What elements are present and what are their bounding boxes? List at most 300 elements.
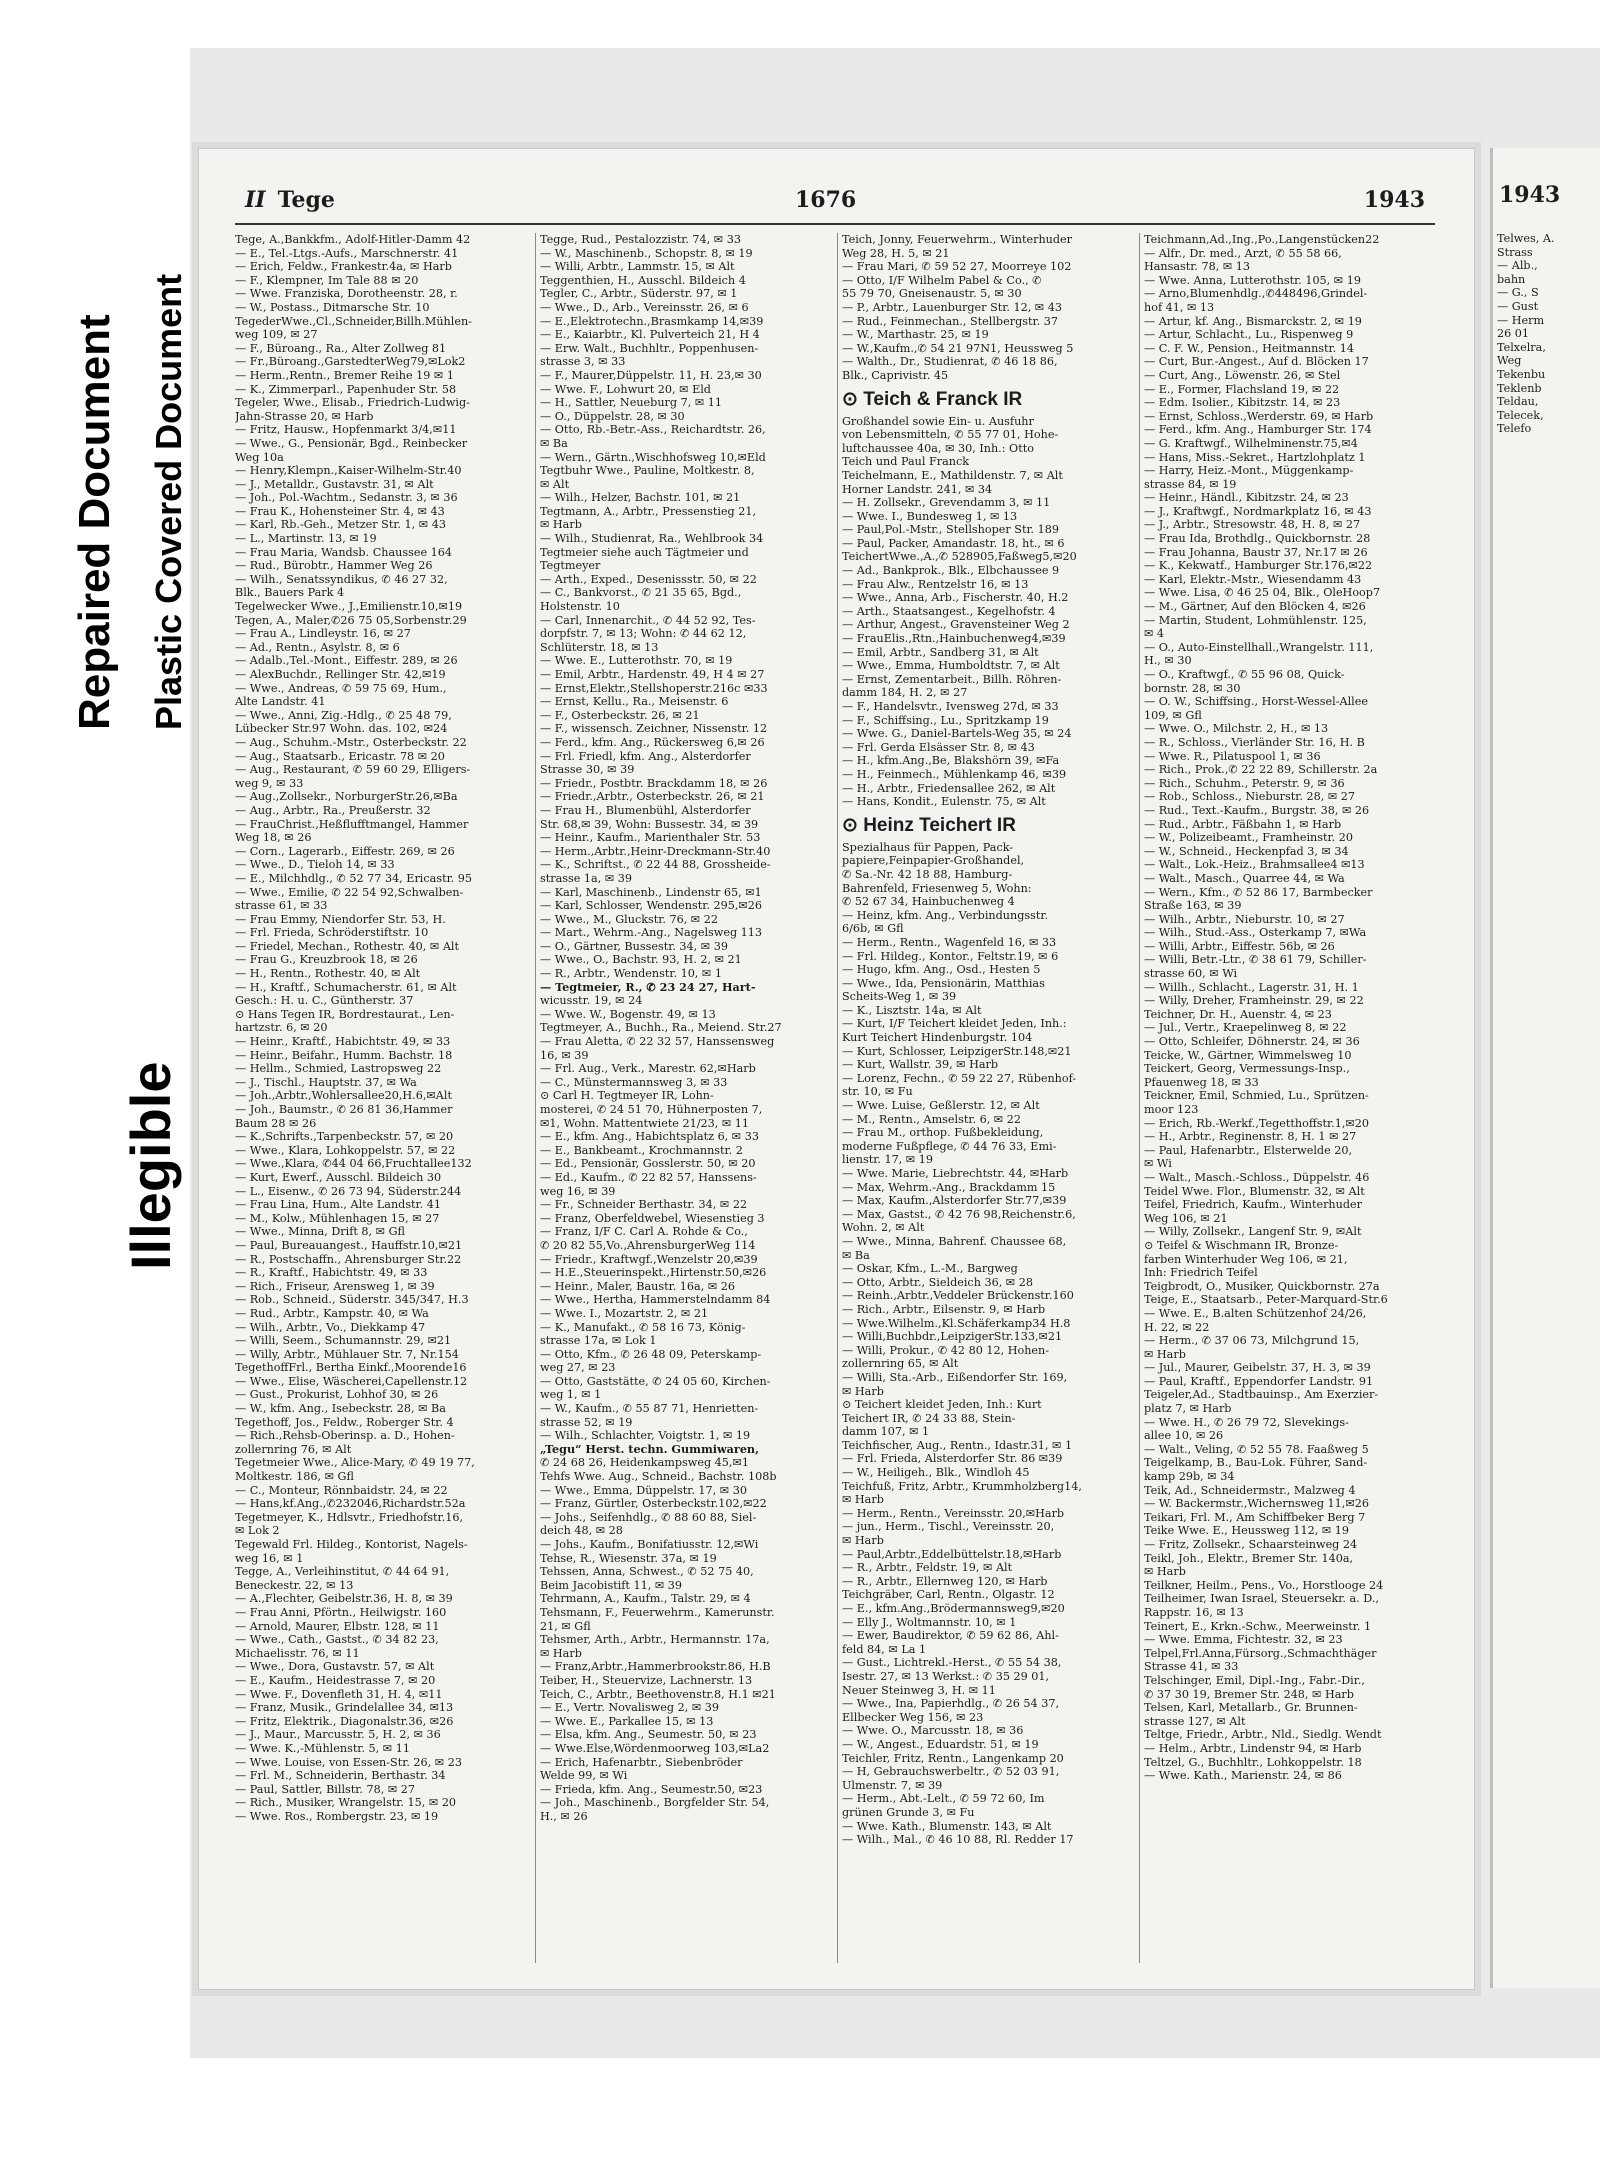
directory-entry: — Wwe., Dora, Gustavstr. 57, ✉ Alt (235, 1660, 435, 1674)
directory-entry: damm 184, H. 2, ✉ 27 (842, 686, 968, 700)
directory-entry: — Herm., ✆ 37 06 73, Milchgrund 15, (1144, 1334, 1360, 1348)
directory-entry: — Ad., Rentn., Asylstr. 8, ✉ 6 (235, 640, 400, 654)
directory-entry: — Rud., Arbtr., Kampstr. 40, ✉ Wa (235, 1306, 429, 1320)
directory-entry: „Tegu“ Herst. techn. Gummiwaren, (540, 1442, 759, 1456)
directory-entry: — L., Eisenw., ✆ 26 73 94, Süderstr.244 (235, 1184, 462, 1198)
directory-entry: — Wwe. G., Daniel-Bartels-Weg 35, ✉ 24 (842, 727, 1072, 741)
directory-entry: — W.,Kaufm.,✆ 54 21 97N1, Heussweg 5 (842, 341, 1074, 355)
directory-entry: Tehrmann, A., Kaufm., Talstr. 29, ✉ 4 (540, 1592, 751, 1606)
directory-entry: — O., Gärtner, Bussestr. 34, ✉ 39 (540, 939, 728, 953)
directory-entry: — Paul, Kraftf., Eppendorfer Landstr. 91 (1144, 1374, 1374, 1388)
directory-entry: Teiber, H., Steuervize, Lachnerstr. 13 (540, 1673, 753, 1687)
directory-entry: Teigbrodt, O., Musiker, Quickbornstr. 27a (1144, 1279, 1380, 1293)
directory-entry: — Curt, Bur.-Angest., Auf d. Blöcken 17 (1144, 355, 1369, 369)
directory-entry: — Willi, Arbtr., Lammstr. 15, ✉ Alt (540, 260, 735, 274)
directory-entry: — Walth., Dr., Studienrat, ✆ 46 18 86, (842, 355, 1058, 369)
directory-entry: — Frl. Gerda Elsässer Str. 8, ✉ 43 (842, 740, 1035, 754)
directory-entry: hof 41, ✉ 13 (1144, 300, 1215, 314)
directory-entry: — E., kfm.Ang.,Brödermannsweg9,✉20 (842, 1602, 1065, 1615)
directory-entry: — H.E.,Steuerinspekt.,Hirtenstr.50,✉26 (540, 1266, 767, 1280)
directory-entry: — Wwe. W., Bogenstr. 49, ✉ 13 (540, 1007, 716, 1021)
directory-entry: ✉ Wi (1144, 1157, 1172, 1171)
directory-entry: grünen Grunde 3, ✉ Fu (842, 1805, 975, 1819)
directory-columns (235, 233, 1435, 1963)
directory-entry: weg 27, ✉ 23 (540, 1361, 616, 1375)
directory-entry: — Rich., Arbtr., Eilsenstr. 9, ✉ Harb (842, 1302, 1046, 1316)
directory-entry: — Aug., Arbtr., Ra., Preußerstr. 32 (235, 803, 431, 817)
directory-entry: — R., Kraftf., Habichtstr. 49, ✉ 33 (235, 1266, 428, 1280)
directory-entry: — Friedel, Mechan., Rothestr. 40, ✉ Alt (235, 939, 459, 953)
directory-entry: bornstr. 28, ✉ 30 (1144, 681, 1241, 695)
directory-entry: — Wern., Kfm., ✆ 52 86 17, Barmbecker (1144, 885, 1373, 899)
directory-entry: — Fr.,Büroang.,GarstedterWeg79,✉Lok2 (235, 355, 466, 369)
directory-entry: Ulmenstr. 7, ✉ 39 (842, 1778, 943, 1792)
directory-entry: — Willi, Betr.-Ltr., ✆ 38 61 79, Schiller- (1144, 953, 1367, 967)
directory-entry: — Frau A., Lindleystr. 16, ✉ 27 (235, 627, 411, 641)
directory-entry: — E., Kaiarbtr., Kl. Pulverteich 21, H 4 (540, 328, 760, 342)
directory-entry: ✉ Alt (540, 477, 570, 491)
directory-entry: — W., Kaufm., ✆ 55 87 71, Henrietten- (540, 1402, 759, 1416)
directory-entry: — Heinr., Händl., Kibitzstr. 24, ✉ 23 (1144, 491, 1349, 505)
adjacent-page-line: bahn (1497, 272, 1526, 286)
directory-entry: — Max, Wehrm.-Ang., Brackdamm 15 (842, 1180, 1056, 1194)
directory-entry: — Wwe. E., Parkallee 15, ✉ 13 (540, 1714, 714, 1728)
directory-entry: — Edm. Isolier., Kibitzstr. 14, ✉ 23 (1144, 396, 1341, 410)
directory-entry: — F., Büroang., Ra., Alter Zollweg 81 (235, 341, 447, 355)
directory-entry: — Wwe. H., ✆ 26 79 72, Slevekings- (1144, 1415, 1349, 1429)
directory-entry: Teichgräber, Carl, Rentn., Olgastr. 12 (842, 1588, 1055, 1602)
directory-entry: — Franz, Musik., Grindelallee 34, ✉13 (235, 1701, 454, 1715)
directory-entry: — Frau H., Blumenbühl, Alsterdorfer (540, 803, 751, 817)
directory-entry: — Frau Ida, Brothdlg., Quickbornstr. 28 (1144, 532, 1371, 546)
directory-entry: — Friedr.,Arbtr., Osterbeckstr. 26, ✉ 21 (540, 790, 765, 804)
directory-entry: — Wwe.,Klara, ✆44 04 66,Fruchtallee132 (235, 1157, 472, 1171)
directory-entry: — Johs., Kaufm., Bonifatiusstr. 12,✉Wi (540, 1538, 759, 1551)
directory-entry: — Ferd., kfm. Ang., Hamburger Str. 174 (1144, 423, 1372, 437)
directory-entry: — Wwe. O., Marcusstr. 18, ✉ 36 (842, 1724, 1024, 1738)
directory-entry: Teigelkamp, B., Bau-Lok. Führer, Sand- (1144, 1456, 1368, 1470)
directory-entry: strasse 3, ✉ 33 (540, 355, 626, 369)
directory-entry: Telschinger, Emil, Dipl.-Ing., Fabr.-Dir., (1144, 1673, 1365, 1687)
directory-entry: — Elsa, kfm. Ang., Seumestr. 50, ✉ 23 (540, 1728, 757, 1742)
directory-entry: — Wilh., Schlachter, Voigtstr. 1, ✉ 19 (540, 1429, 751, 1443)
directory-entry: — F., Klempner, Im Tale 88 ✉ 20 (235, 273, 419, 287)
directory-entry: Inh: Friedrich Teifel (1144, 1266, 1258, 1280)
directory-entry: — Friedr., Kraftwgf.,Wenzelstr 20,✉39 (540, 1252, 758, 1266)
directory-entry: dorpfstr. 7, ✉ 13; Wohn: ✆ 44 62 12, (540, 627, 747, 641)
directory-entry: — H., kfm.Ang.,Be, Blakshörn 39, ✉Fa (842, 754, 1060, 768)
directory-entry: — Kurt, Schlosser, LeipzigerStr.148,✉21 (842, 1044, 1072, 1058)
directory-entry: — Heinz, kfm. Ang., Verbindungsstr. (842, 908, 1049, 922)
directory-entry: — Rich., Prok.,✆ 22 22 89, Schillerstr. 2a (1144, 763, 1378, 777)
directory-entry: — Fritz, Zollsekr., Schaarsteinweg 24 (1144, 1538, 1358, 1551)
directory-entry: — Curt, Ang., Löwenstr. 26, ✉ Stel (1144, 368, 1341, 382)
directory-entry: Beneckestr. 22, ✉ 13 (235, 1578, 354, 1592)
directory-entry: — H. Zollsekr., Grevendamm 3, ✉ 11 (842, 496, 1051, 510)
directory-entry: wicusstr. 19, ✉ 24 (540, 994, 643, 1008)
directory-entry: — Kurt, Wallstr. 39, ✉ Harb (842, 1058, 999, 1072)
directory-entry: — Wwe., Emma, Humboldtstr. 7, ✉ Alt (842, 659, 1060, 673)
directory-entry: Welde 99, ✉ Wi (540, 1769, 628, 1783)
directory-entry: — Wilh., Helzer, Bachstr. 101, ✉ 21 (540, 491, 741, 505)
directory-entry: — E., Bankbeamt., Krochmannstr. 2 (540, 1143, 743, 1157)
directory-entry: Lübecker Str.97 Wohn. das. 102, ✉24 (235, 722, 448, 736)
directory-entry: Baum 28 ✉ 26 (235, 1116, 317, 1130)
directory-entry: — Martin, Student, Lohmühlenstr. 125, (1144, 613, 1367, 627)
directory-entry: Straße 163, ✉ 39 (1144, 899, 1242, 913)
directory-entry: — Arthur, Angest., Gravensteiner Weg 2 (842, 618, 1070, 632)
directory-entry: Tehssen, Anna, Schwest., ✆ 52 75 40, (540, 1565, 754, 1579)
directory-entry: — Joh., Maschinenb., Borgfelder Str. 54, (540, 1796, 770, 1810)
directory-entry: — FrauElis.,Rtn.,Hainbuchenweg4,✉39 (842, 632, 1066, 646)
directory-entry: ✉ 4 (1144, 627, 1165, 641)
directory-entry: — Adalb.,Tel.-Mont., Eiffestr. 289, ✉ 26 (235, 654, 458, 668)
directory-entry: Tegtbuhr Wwe., Pauline, Moltkestr. 8, (540, 464, 755, 478)
directory-entry: — H., Kraftf., Schumacherstr. 61, ✉ Alt (235, 980, 457, 994)
directory-entry: Tegtmann, A., Arbtr., Pressenstieg 21, (540, 504, 757, 518)
directory-entry: moor 123 (1144, 1103, 1199, 1116)
directory-entry: — Helm., Arbtr., Lindenstr 94, ✉ Harb (1144, 1741, 1362, 1755)
directory-entry: — Joh., Pol.-Wachtm., Sedanstr. 3, ✉ 36 (235, 491, 458, 505)
directory-entry: — Erich, Hafenarbtr., Siebenbröder (540, 1755, 743, 1769)
directory-entry: Teilheimer, Iwan Israel, Steuersekr. a. D., (1144, 1592, 1379, 1606)
directory-entry: — C. F. W., Pension., Heitmannstr. 14 (1144, 341, 1354, 355)
directory-entry: 55 79 70, Gneisenaustr. 5, ✉ 30 (842, 287, 1022, 301)
directory-entry: — O., Kraftwgf., ✆ 55 96 08, Quick- (1144, 668, 1345, 681)
directory-entry: 6/6b, ✉ Gfl (842, 922, 904, 936)
directory-entry: — Wwe.Wilhelm.,Kl.Schäferkamp34 H.8 (842, 1316, 1071, 1330)
directory-entry: — Wwe. Franziska, Dorotheenstr. 28, r. (235, 287, 458, 301)
directory-entry: Tehsmann, F., Feuerwehrm., Kamerunstr. (540, 1605, 775, 1619)
directory-entry: Jahn-Strasse 20, ✉ Harb (235, 409, 374, 423)
directory-entry: — Wwe., Ina, Papierhdlg., ✆ 26 54 37, (842, 1697, 1059, 1711)
directory-entry: — Willi, Seem., Schumannstr. 29, ✉21 (235, 1334, 452, 1348)
directory-entry: — Jul., Vertr., Kraepelinweg 8, ✉ 22 (1144, 1021, 1347, 1035)
directory-entry: — Herm., Rentn., Wagenfeld 16, ✉ 33 (842, 935, 1057, 949)
directory-entry: — Wwe., Minna, Bahrenf. Chaussee 68, (842, 1234, 1067, 1248)
directory-entry: mosterei, ✆ 24 51 70, Hühnerposten 7, (540, 1103, 763, 1116)
directory-entry: — Ewer, Baudirektor, ✆ 59 62 86, Ahl- (842, 1629, 1059, 1643)
directory-entry: — Wwe.Else,Wördenmoorweg 103,✉La2 (540, 1741, 770, 1755)
directory-entry: — R., Arbtr., Wendenstr. 10, ✉ 1 (540, 967, 722, 981)
directory-entry: Teltzel, G., Buchhltr., Lohkoppelstr. 18 (1144, 1755, 1362, 1769)
directory-entry: Blk., Bauers Park 4 (235, 586, 345, 600)
directory-entry: Weg 10a (235, 450, 284, 464)
directory-entry: H., ✉ 30 (1144, 654, 1192, 668)
directory-entry: Tegetmeier Wwe., Alice-Mary, ✆ 49 19 77, (235, 1456, 475, 1470)
directory-entry: — E., Tel.-Ltgs.-Aufs., Marschnerstr. 41 (235, 246, 459, 260)
directory-entry: H., ✉ 26 (540, 1809, 588, 1823)
directory-entry: — M., Kolw., Mühlenhagen 15, ✉ 27 (235, 1211, 440, 1225)
directory-entry: Kurt Teichert Hindenburgstr. 104 (842, 1031, 1033, 1045)
page-header (235, 183, 1435, 225)
directory-entry: — Frau Alw., Rentzelstr 16, ✉ 13 (842, 577, 1029, 591)
directory-entry: Strasse 30, ✉ 39 (540, 763, 635, 777)
directory-entry: Teikl, Joh., Elektr., Bremer Str. 140a, (1144, 1551, 1354, 1565)
directory-entry: — H., Arbtr., Friedensallee 262, ✉ Alt (842, 781, 1056, 795)
adjacent-page-line: — Herm (1497, 313, 1545, 327)
directory-entry: — Rich.,Rehsb-Oberinsp. a. D., Hohen- (235, 1429, 455, 1443)
directory-entry: — Elly J., Woltmannstr. 10, ✉ 1 (842, 1615, 1017, 1629)
directory-entry: — Wwe. R., Pilatuspool 1, ✉ 36 (1144, 749, 1321, 763)
directory-entry: — Heinr., Maler, Baustr. 16a, ✉ 26 (540, 1279, 735, 1293)
directory-entry: Teichert IR, ✆ 24 33 88, Stein- (842, 1411, 1016, 1425)
directory-entry: — W., kfm. Ang., Isebeckstr. 28, ✉ Ba (235, 1402, 446, 1416)
directory-entry: strasse 61, ✉ 33 (235, 899, 328, 913)
directory-entry: Tehsmer, Arth., Arbtr., Hermannstr. 17a, (540, 1633, 770, 1647)
directory-entry: — Wwe. O., Milchstr. 2, H., ✉ 13 (1144, 722, 1329, 736)
directory-entry: ✉ Harb (540, 518, 582, 532)
directory-entry: — R., Postschaffn., Ahrensburger Str.22 (235, 1252, 462, 1266)
directory-entry: Michaelisstr. 76, ✉ 11 (235, 1646, 360, 1660)
directory-entry: — AlexBuchdr., Rellinger Str. 42,✉19 (235, 668, 446, 681)
directory-entry: Teichfuß, Fritz, Arbtr., Krummholzberg14, (842, 1479, 1082, 1493)
directory-entry: Teich, C., Arbtr., Beethovenstr.8, H.1 ✉21 (540, 1687, 776, 1701)
column-4 (1139, 233, 1436, 1963)
directory-entry: — A.,Flechter, Geibelstr.36, H. 8, ✉ 39 (235, 1592, 453, 1606)
directory-entry: — Artur, kf. Ang., Bismarckstr. 2, ✉ 19 (1144, 314, 1362, 328)
adjacent-page-edge (1490, 148, 1600, 1988)
directory-entry: — Hugo, kfm. Ang., Osd., Hesten 5 (842, 963, 1041, 977)
directory-entry: — Frau Aletta, ✆ 22 32 57, Hanssensweg (540, 1035, 775, 1049)
directory-entry: — Wilh., Stud.-Ass., Osterkamp 7, ✉Wa (1144, 926, 1367, 940)
directory-entry: — Wilh., Studienrat, Ra., Wehlbrook 34 (540, 532, 764, 546)
directory-entry: Tegtmeyer (540, 559, 601, 573)
directory-entry: — J., Kraftwgf., Nordmarkplatz 16, ✉ 43 (1144, 504, 1372, 518)
directory-entry: — F., wissensch. Zeichner, Nissenstr. 12 (540, 722, 768, 736)
directory-entry: — Aug., Restaurant, ✆ 59 60 29, Elligers- (235, 763, 471, 777)
directory-entry: — Arth., Staatsangest., Kegelhofstr. 4 (842, 604, 1056, 618)
directory-entry: — Wwe. Louise, von Essen-Str. 26, ✉ 23 (235, 1755, 462, 1769)
directory-entry: — Ernst, Zementarbeit., Billh. Röhren- (842, 672, 1062, 686)
directory-entry: — Rud., Feinmechan., Stellbergstr. 37 (842, 314, 1058, 328)
directory-entry: — Wwe., Hertha, Hammerstelndamm 84 (540, 1293, 771, 1307)
directory-entry: — Wwe. I., Mozartstr. 2, ✉ 21 (540, 1306, 709, 1320)
directory-entry: ✉ Harb (842, 1493, 884, 1507)
adjacent-page-line: Telecek, (1497, 408, 1544, 422)
side-labels (30, 250, 190, 1270)
directory-entry: Teike Wwe. E., Heussweg 112, ✉ 19 (1144, 1524, 1350, 1538)
directory-entry: — Jul., Maurer, Geibelstr. 37, H. 3, ✉ 39 (1144, 1361, 1371, 1375)
directory-entry: — Friedr., Postbtr. Brackdamm 18, ✉ 26 (540, 776, 768, 790)
header-left (245, 187, 335, 213)
directory-entry: — H., Rentn., Rothestr. 40, ✉ Alt (235, 967, 421, 981)
directory-entry: — Heinr., Beifahr., Humm. Bachstr. 18 (235, 1048, 453, 1062)
repaired-document-label: Repaired Document (70, 314, 119, 730)
directory-entry: — Kurt, I/F Teichert kleidet Jeden, Inh.: (842, 1017, 1067, 1031)
directory-entry: — Erich, Rb.-Werkf.,Tegetthoffstr.1,✉20 (1144, 1116, 1369, 1130)
directory-entry: platz 7, ✉ Harb (1144, 1402, 1232, 1416)
directory-entry: zollernring 65, ✉ Alt (842, 1357, 959, 1371)
header-page-number: 1676 (795, 187, 857, 213)
directory-entry: allee 10, ✉ 26 (1144, 1429, 1224, 1443)
directory-entry: — Walt., Veling, ✆ 52 55 78. Faaßweg 5 (1144, 1442, 1369, 1456)
directory-entry: Tegtmeyer, A., Buchh., Ra., Meiend. Str.27 (540, 1021, 782, 1035)
header-name: Tege (277, 187, 335, 213)
directory-entry: — Rud., Bürobtr., Hammer Weg 26 (235, 559, 433, 573)
directory-entry: H. 22, ✉ 22 (1144, 1320, 1210, 1334)
directory-entry: — W., Polizeibeamt., Framheinstr. 20 (1144, 831, 1353, 845)
directory-entry: ✉ Lok 2 (235, 1524, 280, 1538)
directory-entry: — Wwe., Andreas, ✆ 59 75 69, Hum., (235, 681, 447, 695)
directory-entry: — Wwe., D., Tieloh 14, ✉ 33 (235, 858, 395, 872)
directory-entry: — Lorenz, Fechn., ✆ 59 22 27, Rübenhof- (842, 1071, 1077, 1085)
directory-entry: — Paul, Packer, Amandastr. 18, ht., ✉ 6 (842, 536, 1065, 550)
directory-entry: — Willh., Schlacht., Lagerstr. 31, H. 1 (1144, 980, 1359, 994)
directory-entry: — J., Maur., Marcusstr. 5, H. 2, ✉ 36 (235, 1728, 441, 1742)
directory-entry: — M., Gärtner, Auf den Blöcken 4, ✉26 (1144, 600, 1366, 614)
directory-entry: — Wwe., Anni, Zig.-Hdlg., ✆ 25 48 79, (235, 708, 452, 722)
directory-entry: Tehfs Wwe. Aug., Schneid., Bachstr. 108b (540, 1470, 777, 1484)
directory-entry: — Franz, Oberfeldwebel, Wiesenstieg 3 (540, 1211, 765, 1225)
directory-entry: — Wwe., Anna, Arb., Fischerstr. 40, H.2 (842, 591, 1069, 605)
directory-entry: — Wwe. Luise, Geßlerstr. 12, ✉ Alt (842, 1099, 1040, 1113)
directory-entry: — O., Düppelstr. 28, ✉ 30 (540, 409, 685, 423)
directory-entry: ✆ 37 30 19, Bremer Str. 248, ✉ Harb (1144, 1687, 1354, 1701)
directory-entry: strasse 17a, ✉ Lok 1 (540, 1334, 657, 1348)
directory-entry: — Oskar, Kfm., L.-M., Bargweg (842, 1262, 1018, 1276)
directory-entry: — jun., Herm., Tischl., Vereinsstr. 20, (842, 1520, 1055, 1534)
directory-entry: ⊙ Teich & Franck IR (842, 388, 1023, 410)
directory-entry: Teinert, E., Krkn.-Schw., Meerweinstr. 1 (1144, 1619, 1372, 1633)
directory-entry: — Frau G., Kreuzbrook 18, ✉ 26 (235, 953, 418, 967)
directory-entry: moderne Fußpflege, ✆ 44 76 33, Emi- (842, 1139, 1057, 1153)
directory-entry: Hansastr. 78, ✉ 13 (1144, 260, 1251, 274)
directory-entry: Tege, A.,Bankkfm., Adolf-Hitler-Damm 42 (235, 233, 471, 246)
directory-entry: — Karl, Maschinenb., Lindenstr 65, ✉1 (540, 885, 762, 899)
directory-entry: Wohn. 2, ✉ Alt (842, 1221, 925, 1235)
directory-entry: Teltge, Friedr., Arbtr., Nld., Siedlg. Wendt (1144, 1728, 1382, 1742)
directory-entry: Teickner, Emil, Schmied, Lu., Sprützen- (1144, 1089, 1369, 1103)
directory-entry: — Franz, I/F C. Carl A. Rohde & Co., (540, 1225, 748, 1239)
directory-entry: — H., Sattler, Neueburg 7, ✉ 11 (540, 396, 722, 410)
directory-entry: — E., Kaufm., Heidestrasse 7, ✉ 20 (235, 1673, 436, 1687)
adjacent-page-line: Telefo (1497, 422, 1532, 436)
directory-entry: — K., Schriftst., ✆ 22 44 88, Grossheide- (540, 858, 771, 872)
adjacent-page-line: Telwes, A. (1497, 232, 1555, 245)
directory-entry: — C., Münstermannsweg 3, ✉ 33 (540, 1075, 728, 1089)
directory-entry: Teilkner, Heilm., Pens., Vo., Horstlooge 24 (1144, 1578, 1384, 1592)
directory-entry: — Artur, Schlacht., Lu., Rispenweg 9 (1144, 328, 1354, 342)
directory-entry: Holstenstr. 10 (540, 600, 620, 614)
directory-entry: — Frau Johanna, Baustr 37, Nr.17 ✉ 26 (1144, 545, 1368, 559)
directory-entry: — Wwe., Ida, Pensionärin, Matthias (842, 976, 1045, 990)
directory-entry: strasse 1a, ✉ 39 (540, 871, 632, 885)
directory-entry: — Ed., Pensionär, Gosslerstr. 50, ✉ 20 (540, 1157, 756, 1171)
directory-entry: — Alfr., Dr. med., Arzt, ✆ 55 58 66, (1144, 246, 1342, 260)
directory-entry: — Herm.,Rentn., Bremer Reihe 19 ✉ 1 (235, 368, 454, 382)
directory-entry: ✆ 20 82 55,Vo.,AhrensburgerWeg 114 (540, 1238, 756, 1252)
directory-entry: — L., Martinstr. 13, ✉ 19 (235, 532, 377, 546)
directory-entry: — Walt., Masch.-Schloss., Düppelstr. 46 (1144, 1170, 1370, 1184)
directory-entry: — K., Lisztstr. 14a, ✉ Alt (842, 1003, 982, 1017)
directory-entry: — Paul,Arbtr.,Eddelbüttelstr.18,✉Harb (842, 1547, 1062, 1561)
directory-entry: — Wwe. I., Bundesweg 1, ✉ 13 (842, 509, 1018, 523)
directory-entry: str. 10, ✉ Fu (842, 1085, 913, 1099)
directory-entry: ⊙ Teichert kleidet Jeden, Inh.: Kurt (842, 1398, 1042, 1412)
directory-entry: ⊙ Hans Tegen IR, Bordrestaurat., Len- (235, 1007, 455, 1021)
directory-entry: — Kurt, Ewerf., Ausschl. Bildeich 30 (235, 1170, 442, 1184)
directory-entry: — Erw. Walt., Buchhltr., Poppenhusen- (540, 341, 759, 355)
directory-entry: Weg 18, ✉ 26 (235, 831, 312, 845)
directory-entry: — W., Postass., Ditmarsche Str. 10 (235, 300, 430, 314)
directory-entry: weg 109, ✉ 27 (235, 328, 318, 342)
directory-entry: Moltkestr. 186, ✉ Gfl (235, 1470, 354, 1484)
directory-entry: Teich, Jonny, Feuerwehrm., Winterhuder (842, 233, 1073, 246)
adjacent-page-line: Strass (1497, 245, 1533, 259)
directory-entry: — Willy, Dreher, Framheinstr. 29, ✉ 22 (1144, 994, 1364, 1008)
directory-entry: — Wwe., Emma, Düppelstr. 17, ✉ 30 (540, 1483, 747, 1497)
directory-entry: — Herm., Rentn., Vereinsstr. 20,✉Harb (842, 1506, 1065, 1520)
directory-entry: — Frl. Friedl, kfm. Ang., Alsterdorfer (540, 749, 751, 763)
directory-entry: — E., Former, Flachsland 19, ✉ 22 (1144, 382, 1340, 396)
directory-entry: — Hellm., Schmied, Lastropsweg 22 (235, 1062, 442, 1076)
directory-entry: — Wwe. Anna, Lutterothstr. 105, ✉ 19 (1144, 273, 1361, 287)
directory-entry: — Hans, Miss.-Sekret., Hartzlohplatz 1 (1144, 450, 1366, 464)
directory-entry: — Fritz, Elektrik., Diagonalstr.36, ✉26 (235, 1714, 454, 1728)
directory-entry: — Frl. Frieda, Alsterdorfer Str. 86 ✉39 (842, 1452, 1063, 1466)
directory-entry: — Wwe., M., Gluckstr. 76, ✉ 22 (540, 912, 718, 926)
directory-entry: Teigeler,Ad., Stadtbauinsp., Am Exerzier- (1144, 1388, 1379, 1402)
directory-entry: — G. Kraftwgf., Wilhelminenstr.75,✉4 (1144, 436, 1358, 450)
directory-entry: Teichler, Fritz, Rentn., Langenkamp 20 (842, 1751, 1064, 1765)
directory-entry: — Ernst, Kellu., Ra., Meisenstr. 6 (540, 695, 729, 709)
directory-entry: ⊙ Teifel & Wischmann IR, Bronze- (1144, 1238, 1339, 1252)
directory-entry: — F., Osterbeckstr. 26, ✉ 21 (540, 708, 700, 722)
directory-entry: — Wwe. Lisa, ✆ 46 25 04, Blk., OleHoop7 (1144, 586, 1381, 600)
directory-entry: — Reinh.,Arbtr.,Veddeler Brückenstr.160 (842, 1289, 1074, 1303)
directory-entry: — E., Milchhdlg., ✆ 52 77 34, Ericastr. 95 (235, 871, 473, 885)
directory-entry: Ellbecker Weg 156, ✉ 23 (842, 1710, 984, 1724)
directory-entry: — Otto, Rb.-Betr.-Ass., Reichardtstr. 26, (540, 423, 766, 437)
directory-entry: — FrauChrist.,Heßflufftmangel, Hammer (235, 817, 469, 831)
directory-entry: Beim Jacobistift 11, ✉ 39 (540, 1578, 683, 1592)
directory-entry: Pfauenweg 18, ✉ 33 (1144, 1075, 1259, 1089)
directory-entry: — Frau Emmy, Niendorfer Str. 53, H. (235, 912, 446, 926)
directory-entry: Teggenthien, H., Ausschl. Bildeich 4 (540, 273, 746, 287)
directory-entry: — Herm., Abt.-Lelt., ✆ 59 72 60, Im (842, 1792, 1045, 1806)
directory-entry: — R., Arbtr., Feldstr. 19, ✉ Alt (842, 1561, 1013, 1575)
directory-entry: ✉ Harb (540, 1646, 582, 1660)
adjacent-page-line: 26 01 (1497, 327, 1530, 341)
directory-entry: — Ad., Bankprok., Blk., Elbchaussee 9 (842, 564, 1060, 578)
directory-entry: — Willy, Zollsekr., Langenf Str. 9, ✉Alt (1144, 1225, 1362, 1239)
directory-entry: weg 1, ✉ 1 (540, 1388, 602, 1402)
directory-entry: Alte Landstr. 41 (235, 695, 326, 709)
directory-entry: — Hans, Kondit., Eulenstr. 75, ✉ Alt (842, 795, 1046, 809)
directory-entry: TeichertWwe.,A.,✆ 528905,Faßweg5,✉20 (842, 550, 1077, 564)
adjacent-page-line: Teldau, (1497, 395, 1539, 409)
directory-entry: — K.,Schrifts.,Tarpenbeckstr. 57, ✉ 20 (235, 1130, 454, 1144)
directory-entry: Teifel, Friedrich, Kaufm., Winterhuder (1144, 1198, 1362, 1212)
directory-entry: — O., Auto-Einstellhall.,Wrangelstr. 111, (1144, 640, 1374, 654)
directory-entry: — R., Schloss., Vierländer Str. 16, H. B (1144, 735, 1365, 749)
directory-entry: luftchaussee 40a, ✉ 30, Inh.: Otto (842, 441, 1034, 455)
directory-entry: — Wwe., Klara, Lohkoppelstr. 57, ✉ 22 (235, 1143, 456, 1157)
directory-entry: — E., Vertr. Novalisweg 2, ✉ 39 (540, 1701, 720, 1715)
directory-entry: Teichmann,Ad.,Ing.,Po.,Langenstücken22 (1144, 233, 1380, 246)
directory-entry: — W., Angest., Eduardstr. 51, ✉ 19 (842, 1737, 1039, 1751)
directory-entry: — Wwe. Ros., Rombergstr. 23, ✉ 19 (235, 1809, 439, 1823)
directory-entry: ✉ Harb (1144, 1347, 1186, 1361)
directory-entry: — Wwe., D., Arb., Vereinsstr. 26, ✉ 6 (540, 300, 749, 314)
directory-entry: Telsen, Karl, Metallarb., Gr. Brunnen- (1144, 1701, 1358, 1715)
directory-entry: — Otto, Arbtr., Sieldeich 36, ✉ 28 (842, 1275, 1033, 1289)
directory-entry: — Willi, Arbtr., Eiffestr. 56b, ✉ 26 (1144, 939, 1335, 953)
plastic-covered-document-label: Plastic Covered Document (148, 273, 189, 730)
directory-entry: — Wwe., Cath., Gastst., ✆ 34 82 23, (235, 1633, 439, 1647)
header-year: 1943 (1363, 187, 1425, 213)
